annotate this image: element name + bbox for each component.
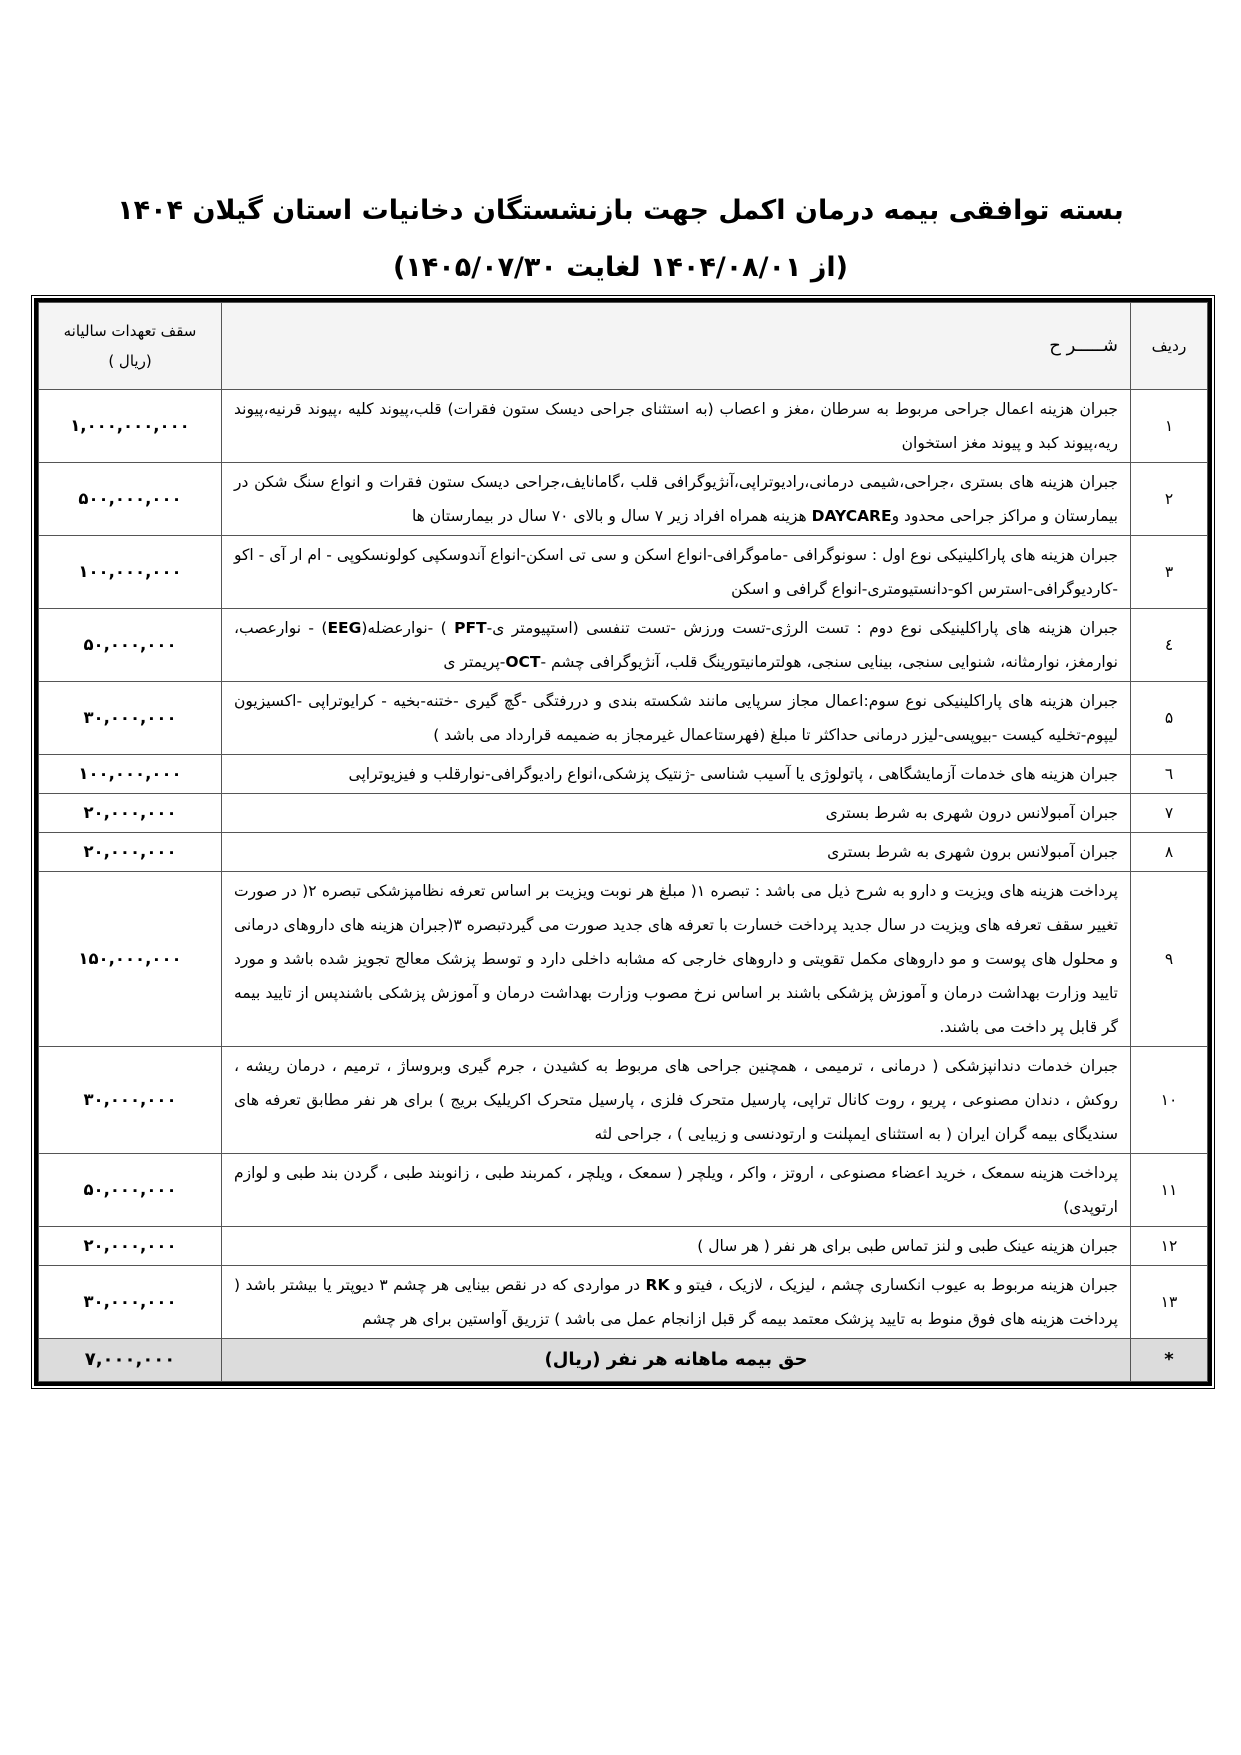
row-annual-cap: ۱,۰۰۰,۰۰۰,۰۰۰ (39, 390, 222, 463)
row-description: پرداخت هزینه سمعک ، خرید اعضاء مصنوعی ، اروتز ، واکر ، ویلچر ( سمعک ، ویلچر ، کمربند طبی ، زانوبند طبی ، گردن بند طبی و لوازم ارتوپدی) (222, 1154, 1131, 1227)
row-annual-cap: ۵۰,۰۰۰,۰۰۰ (39, 1154, 222, 1227)
total-label: حق بیمه ماهانه هر نفر (ریال) (222, 1339, 1131, 1382)
header-annual-cap (39, 303, 222, 390)
row-number: ۸ (1131, 833, 1208, 872)
row-number: ٤ (1131, 609, 1208, 682)
header-row-number: ردیف (1131, 303, 1208, 390)
header-annual-cap-unit: (ریال ) (108, 352, 152, 370)
table-header-row (39, 303, 1208, 390)
row-number: ۲ (1131, 463, 1208, 536)
acronym: RK (645, 1276, 670, 1294)
acronym: EEG (327, 619, 362, 637)
row-description: جبران هزینه اعمال جراحی مربوط به سرطان ،مغز و اعصاب (به استثنای جراحی دیسک ستون فقرات) قلب،پیوند کلیه ،پیوند قرنیه،پیوند ریه،پیوند کبد و پیوند مغز استخوان (222, 390, 1131, 463)
header-annual-cap-label: سقف تعهدات سالیانه (63, 322, 197, 340)
table-row (39, 390, 1208, 463)
total-value: ۷,۰۰۰,۰۰۰ (39, 1339, 222, 1382)
row-annual-cap: ۵۰۰,۰۰۰,۰۰۰ (39, 463, 222, 536)
row-number: ۱۳ (1131, 1266, 1208, 1339)
row-number: ۱۱ (1131, 1154, 1208, 1227)
row-number: ٦ (1131, 755, 1208, 794)
table-row (39, 794, 1208, 833)
row-annual-cap: ۲۰,۰۰۰,۰۰۰ (39, 794, 222, 833)
row-number: ۱۰ (1131, 1047, 1208, 1154)
table-row (39, 1154, 1208, 1227)
table-row (39, 872, 1208, 1047)
row-description: پرداخت هزینه های ویزیت و دارو به شرح ذیل می باشد : تبصره ۱( مبلغ هر نوبت ویزیت بر اساس تعرفه نظامپزشکی تبصره ۲( در صورت تغییر سقف تعرفه های ویزیت در سال جدید پرداخت خسارت با تعرفه های جدید صورت می گیردتبصره ۳(جبران هزینه های داروهای درمانی و محلول های پوست و مو داروهای مکمل تقویتی و داروهای خارجی که مشابه داخلی دارد و توسط پزشک معالج تجویز شده باشد و مورد تایید وزارت بهداشت درمان و آموزش پزشکی باشند بر اساس نرخ مصوب وزارت بهداشت درمان و آموزش پزشکی باشندپس از تایید بیمه گر قابل پر داخت می باشند. (222, 872, 1131, 1047)
row-number: ۱ (1131, 390, 1208, 463)
row-annual-cap: ۳۰,۰۰۰,۰۰۰ (39, 682, 222, 755)
row-description: جبران هزینه های بستری ،جراحی،شیمی درمانی،رادیوتراپی،آنژیوگرافی قلب ،گامانایف،جراحی دیسک ستون فقرات و انواع سنگ شکن در بیمارستان و مراکز جراحی محدود وDAYCARE هزینه همراه افراد زیر ۷ سال و بالای ۷۰ سال در بیمارستان ها (222, 463, 1131, 536)
table-row (39, 1266, 1208, 1339)
acronym: PFT (454, 619, 487, 637)
coverage-table (34, 298, 1212, 1386)
row-number: ۳ (1131, 536, 1208, 609)
row-annual-cap: ۱۵۰,۰۰۰,۰۰۰ (39, 872, 222, 1047)
table-row (39, 682, 1208, 755)
acronym: OCT (505, 653, 541, 671)
row-annual-cap: ۳۰,۰۰۰,۰۰۰ (39, 1266, 222, 1339)
row-number: ۱۲ (1131, 1227, 1208, 1266)
row-description: جبران خدمات دندانپزشکی ( درمانی ، ترمیمی ، همچنین جراحی های مربوط به کشیدن ، جرم گیری وبروساژ ، ترمیم ، درمان ریشه ، روکش ، دندان مصنوعی ، پریو ، روت کانال تراپی، پارسیل متحرک فلزی ، پارسیل متحرک اکریلیک بریج ) برای هر نفر مطابق تعرفه های سندیگای بیمه گران ایران ( به استثنای ایمپلنت و ارتودنسی و زیبایی ) ، جراحی لثه (222, 1047, 1131, 1154)
row-description: جبران هزینه های خدمات آزمایشگاهی ، پاتولوژی یا آسیب شناسی -ژنتیک پزشکی،انواع رادیوگرافی-نوارقلب و فیزیوتراپی (222, 755, 1131, 794)
table-row (39, 1047, 1208, 1154)
header-description: شـــــر ح (222, 303, 1131, 390)
row-description: جبران هزینه های پاراکلینیکی نوع سوم:اعمال مجاز سرپایی مانند شکسته بندی و دررفتگی -گچ گیری -ختنه-بخیه - کرایوتراپی -اکسیزیون لیپوم-تخلیه کیست -بیوپسی-لیزر درمانی حداکثر تا مبلغ (فهرستاعمال غیرمجاز به ضمیمه قرارداد می باشد ) (222, 682, 1131, 755)
document-date-range: (از ۱۴۰۴/۰۸/۰۱ لغایت ۱۴۰۵/۰۷/۳۰) (392, 252, 849, 283)
table-row (39, 463, 1208, 536)
table-row (39, 755, 1208, 794)
total-marker: * (1131, 1339, 1208, 1382)
row-annual-cap: ۱۰۰,۰۰۰,۰۰۰ (39, 755, 222, 794)
row-annual-cap: ۱۰۰,۰۰۰,۰۰۰ (39, 536, 222, 609)
document-title: بسته توافقی بیمه درمان اکمل جهت بازنشستگان دخانیات استان گیلان ۱۴۰۴ (117, 195, 1124, 226)
row-number: ۹ (1131, 872, 1208, 1047)
row-description: جبران آمبولانس درون شهری به شرط بستری (222, 794, 1131, 833)
total-premium-row (39, 1339, 1208, 1382)
row-description: جبران آمبولانس برون شهری به شرط بستری (222, 833, 1131, 872)
row-description: جبران هزینه های پاراکلینیکی نوع دوم : تست الرژی-تست ورزش -تست تنفسی (استپیومتر ی-PFT ) -نوارعضله(EEG) - نوارعصب، نوارمغز، نوارمثانه، شنوایی سنجی، بینایی سنجی، هولترمانیتورینگ قلب، آنژیوگرافی چشم -OCT-پریمتر ی (222, 609, 1131, 682)
row-description: جبران هزینه عینک طبی و لنز تماس طبی برای هر نفر ( هر سال ) (222, 1227, 1131, 1266)
table-row (39, 833, 1208, 872)
row-annual-cap: ۲۰,۰۰۰,۰۰۰ (39, 833, 222, 872)
row-number: ۷ (1131, 794, 1208, 833)
row-number: ۵ (1131, 682, 1208, 755)
table-row (39, 536, 1208, 609)
row-description: جبران هزینه های پاراکلینیکی نوع اول : سونوگرافی -ماموگرافی-انواع اسکن و سی تی اسکن-انواع آندوسکپی کولونسکوپی - ام ار آی - اکو -کاردیوگرافی-استرس اکو-دانستیومتری-انواع گرافی و اسکن (222, 536, 1131, 609)
row-annual-cap: ۲۰,۰۰۰,۰۰۰ (39, 1227, 222, 1266)
table-row (39, 609, 1208, 682)
row-annual-cap: ۳۰,۰۰۰,۰۰۰ (39, 1047, 222, 1154)
table-row (39, 1227, 1208, 1266)
acronym: DAYCARE (811, 507, 892, 525)
row-description: جبران هزینه مربوط به عیوب انکساری چشم ، لیزیک ، لازیک ، فیتو و RK در مواردی که در نقص بینایی هر چشم ۳ دیوپتر یا بیشتر باشد ( پرداخت هزینه های فوق منوط به تایید پزشک معتمد بیمه گر قبل ازانجام عمل می باشد ) تزریق آواستین برای هر چشم (222, 1266, 1131, 1339)
row-annual-cap: ۵۰,۰۰۰,۰۰۰ (39, 609, 222, 682)
